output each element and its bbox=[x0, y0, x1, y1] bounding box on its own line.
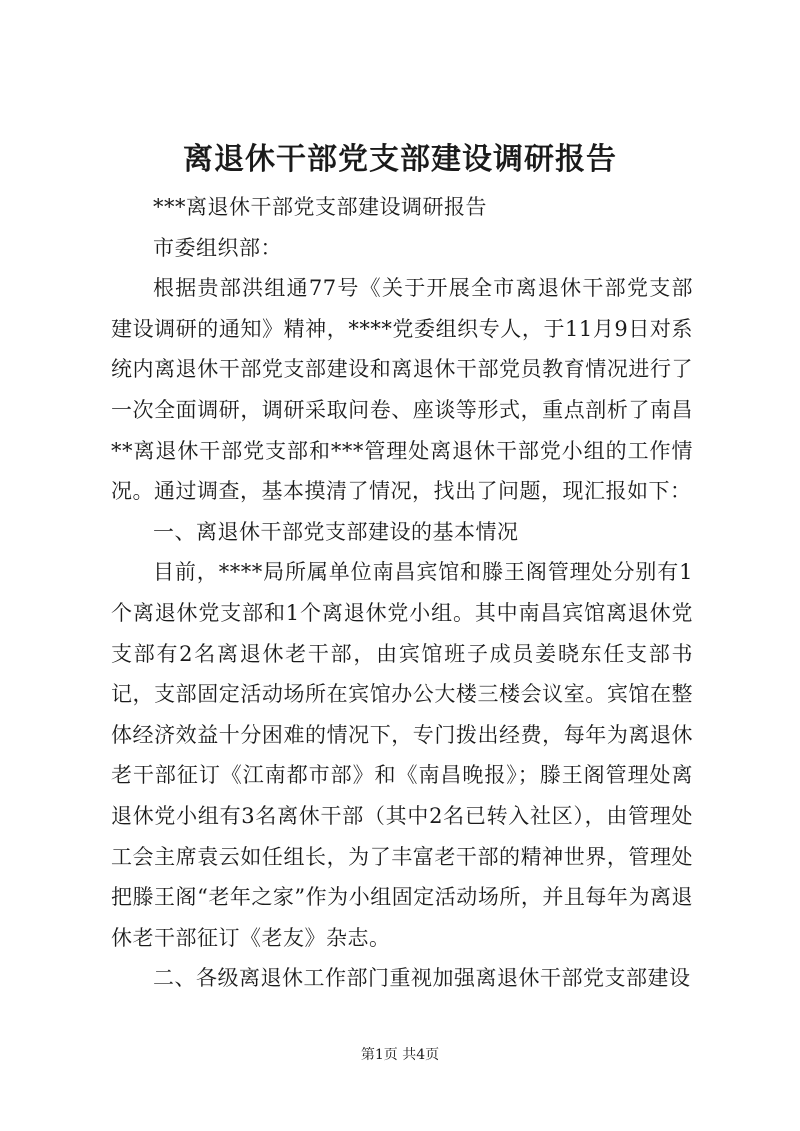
document-title: 离退休干部党支部建设调研报告 bbox=[183, 142, 617, 177]
document-body bbox=[111, 187, 693, 999]
section-1-paragraph: 目前，****局所属单位南昌宾馆和滕王阁管理处分别有1个离退休党支部和1个离退休党小组。其中南昌宾馆离退休党支部有2名离退休老干部，由宾馆班子成员姜晓东任支部书记，支部固定活动场所在宾馆办公大楼三楼会议室。宾馆在整体经济效益十分困难的情况下，专门拨出经费，每年为离退休老干部征订《江南都市部》和《南昌晚报》；滕王阁管理处离退休党小组有3名离休干部（其中2名已转入社区），由管理处工会主席袁云如任组长，为了丰富老干部的精神世界，管理处把滕王阁“老年之家”作为小组固定活动场所，并且每年为离退休老干部征订《老友》杂志。 bbox=[111, 560, 693, 950]
report-heading: ***离退休干部党支部建设调研报告 bbox=[153, 195, 487, 219]
page-footer: 第1页 共4页 bbox=[360, 1047, 440, 1063]
salutation: 市委组织部： bbox=[153, 235, 282, 260]
intro-paragraph: 根据贵部洪组通77号《关于开展全市离退休干部党支部建设调研的通知》精神，****党委组织专人，于11月9日对系统内离退休干部党支部建设和离退休干部党员教育情况进行了一次全面调研，调研采取问卷、座谈等形式，重点剖析了南昌**离退休干部党支部和***管理处离退休干部党小组的工作情况。通过调查，基本摸清了情况，找出了问题，现汇报如下： bbox=[111, 276, 693, 504]
section-heading-1: 一、离退休干部党支部建设的基本情况 bbox=[153, 519, 519, 544]
section-heading-2: 二、各级离退休工作部门重视加强离退休干部党支部建设 bbox=[153, 966, 691, 991]
